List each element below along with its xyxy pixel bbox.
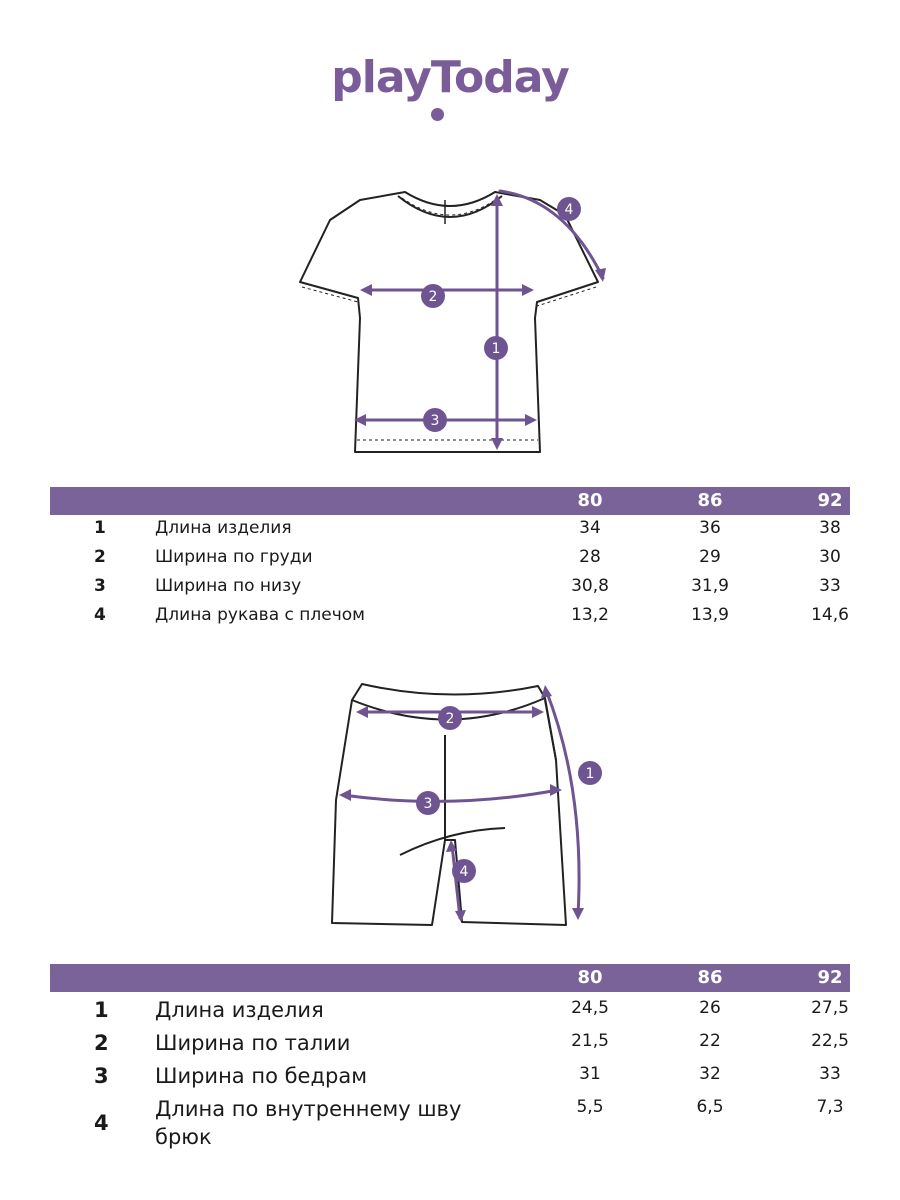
column-header: 92 <box>817 967 843 988</box>
table-row <box>50 1097 850 1157</box>
cell-value: 6,5 <box>696 1097 724 1117</box>
cell-value: 24,5 <box>571 998 609 1018</box>
svg-text:1: 1 <box>491 341 501 357</box>
cell-value: 33 <box>819 576 841 596</box>
row-name: Ширина по низу <box>155 576 302 596</box>
column-header: 86 <box>697 967 723 988</box>
cell-value: 33 <box>819 1064 841 1084</box>
tshirt-outline <box>300 192 598 452</box>
tshirt-diagram <box>0 180 900 470</box>
cell-value: 21,5 <box>571 1031 609 1051</box>
row-name: Ширина по бедрам <box>155 1064 368 1088</box>
table-row <box>50 547 850 576</box>
row-number: 1 <box>94 998 109 1022</box>
cell-value: 22 <box>699 1031 721 1051</box>
column-header: 80 <box>577 490 603 511</box>
table-header <box>50 964 850 992</box>
shorts-marker-3 <box>416 791 440 815</box>
svg-text:3: 3 <box>430 413 440 429</box>
brand-logo-text: playToday <box>331 52 569 103</box>
shorts-marker-1 <box>578 761 602 785</box>
cell-value: 13,9 <box>691 605 729 625</box>
column-header: 80 <box>577 967 603 988</box>
shorts-marker-4 <box>452 859 476 883</box>
row-number: 2 <box>94 547 106 567</box>
table-row <box>50 1031 850 1064</box>
table-row <box>50 998 850 1031</box>
table-row <box>50 1064 850 1097</box>
tshirt-measure-4 <box>500 191 603 278</box>
tshirt-size-table <box>50 487 850 634</box>
cell-value: 27,5 <box>811 998 849 1018</box>
column-header: 86 <box>697 490 723 511</box>
cell-value: 29 <box>699 547 721 567</box>
cell-value: 31 <box>579 1064 601 1084</box>
cell-value: 32 <box>699 1064 721 1084</box>
cell-value: 28 <box>579 547 601 567</box>
row-name: Длина рукава с плечом <box>155 605 365 625</box>
tshirt-marker-3 <box>423 408 447 432</box>
row-name: Длина изделия <box>155 518 292 538</box>
tshirt-marker-1 <box>484 336 508 360</box>
brand-logo <box>0 52 900 103</box>
cell-value: 30 <box>819 547 841 567</box>
brand-logo-dot <box>431 108 444 121</box>
cell-value: 13,2 <box>571 605 609 625</box>
tshirt-marker-2 <box>421 284 445 308</box>
row-number: 1 <box>94 518 106 538</box>
row-name: Ширина по груди <box>155 547 313 567</box>
row-name: Длина по внутреннему шву брюк <box>155 1097 462 1149</box>
row-number: 4 <box>94 1111 109 1135</box>
cell-value: 7,3 <box>816 1097 844 1117</box>
table-row <box>50 576 850 605</box>
cell-value: 34 <box>579 518 601 538</box>
svg-text:2: 2 <box>428 289 438 305</box>
shorts-measure-3 <box>343 790 558 801</box>
cell-value: 14,6 <box>811 605 849 625</box>
table-row <box>50 518 850 547</box>
row-number: 3 <box>94 1064 109 1088</box>
table-header <box>50 487 850 515</box>
svg-text:4: 4 <box>564 202 574 218</box>
table-row <box>50 605 850 634</box>
row-name: Ширина по талии <box>155 1031 351 1055</box>
cell-value: 26 <box>699 998 721 1018</box>
cell-value: 36 <box>699 518 721 538</box>
svg-text:3: 3 <box>423 796 433 812</box>
svg-text:4: 4 <box>459 864 469 880</box>
shorts-diagram <box>0 675 900 940</box>
cell-value: 31,9 <box>691 576 729 596</box>
column-header: 92 <box>817 490 843 511</box>
svg-text:2: 2 <box>445 711 455 727</box>
row-number: 2 <box>94 1031 109 1055</box>
cell-value: 22,5 <box>811 1031 849 1051</box>
cell-value: 5,5 <box>576 1097 604 1117</box>
shorts-marker-2 <box>438 706 462 730</box>
cell-value: 30,8 <box>571 576 609 596</box>
row-name: Длина изделия <box>155 998 324 1022</box>
tshirt-marker-4 <box>557 197 581 221</box>
cell-value: 38 <box>819 518 841 538</box>
shorts-size-table <box>50 964 850 1157</box>
svg-text:1: 1 <box>585 766 595 782</box>
row-number: 4 <box>94 605 106 625</box>
row-number: 3 <box>94 576 106 596</box>
